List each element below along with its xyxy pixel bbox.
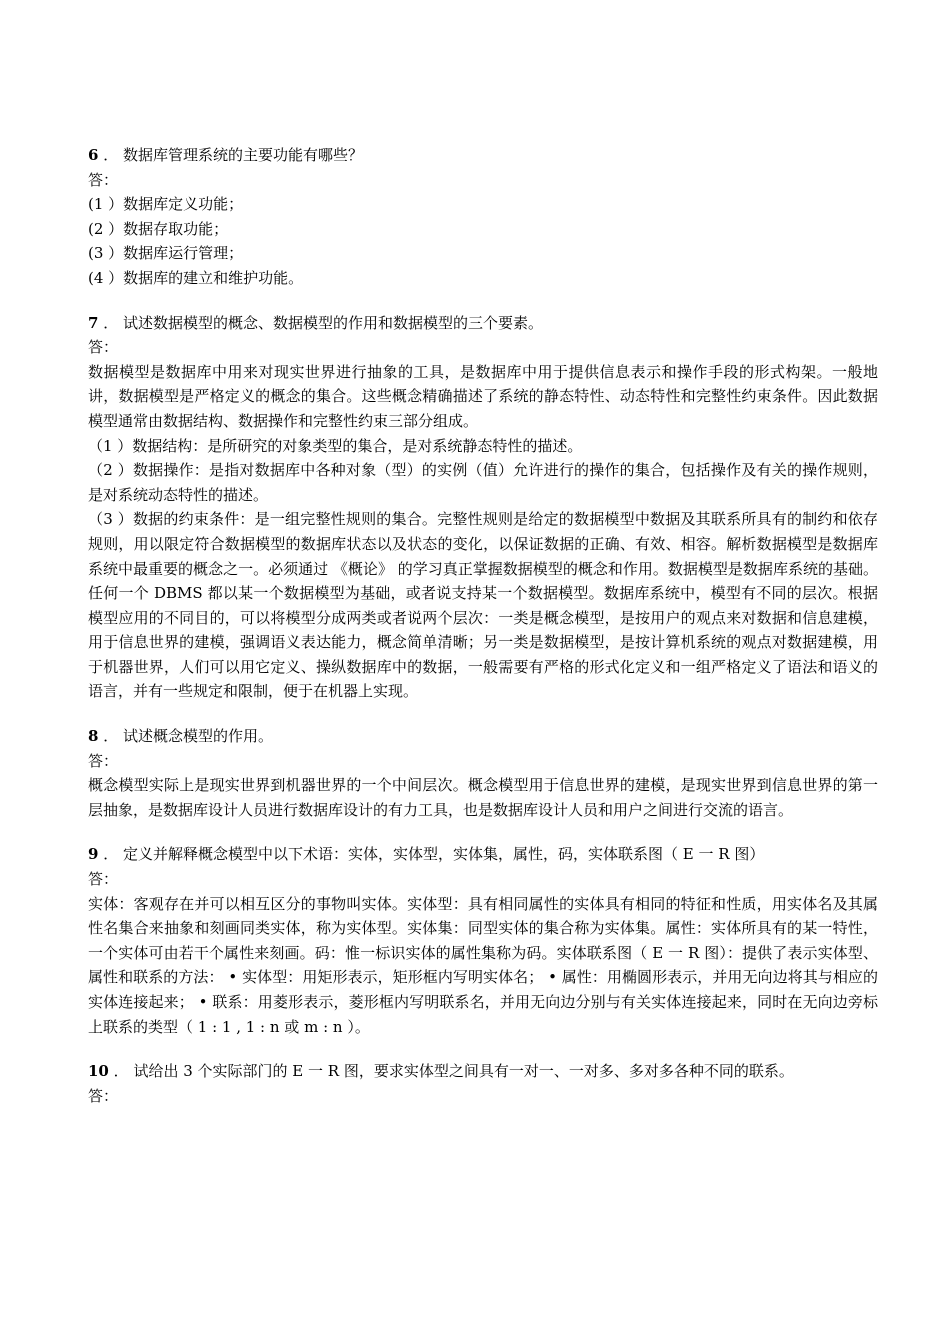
answer-paragraph: （3 ）数据的约束条件：是一组完整性规则的集合。完整性规则是给定的数据模型中数据及其联系所具有的制约和依存规则，用以限定符合数据模型的数据库状态以及状态的变化，以保证数据的正确、有效、相容。解析数据模型是数据库系统中最重要的概念之一。必须通过 《概论》 的学习真正掌握数据模型的概念和作用。数据模型是数据库系统的基础。任何一个 DBMS 都以某一个数据模型为基础，或者说支持某一个数据模型。数据库系统中，模型有不同的层次。根据模型应用的不同目的，可以将模型分成两类或者说两个层次：一类是概念模型，是按用户的观点来对数据和信息建模，用于信息世界的建模，强调语义表达能力，概念简单清晰；另一类是数据模型，是按计算机系统的观点对数据建模，用于机器世界，人们可以用它定义、操纵数据库中的数据，一般需要有严格的形式化定义和一组严格定义了语法和语义的语言，并有一些规定和限制，便于在机器上实现。 [88, 510, 878, 701]
answer-paragraph: 实体：客观存在并可以相互区分的事物叫实体。实体型：具有相同属性的实体具有相同的特征和性质，用实体名及其属性名集合来抽象和刻画同类实体，称为实体型。实体集：同型实体的集合称为实体集。属性：实体所具有的某一特性，一个实体可由若干个属性来刻画。码：惟一标识实体的属性集称为码。实体联系图（ E 一 R 图）：提供了表示实体型、属性和联系的方法： • 实体型：用矩形表示，矩形框内写明实体名； • 属性：用椭圆形表示，并用无向边将其与相应的实体连接起来； • 联系：用菱形表示，菱形框内写明联系名，并用无向边分别与有关实体连接起来，同时在无向边旁标上联系的类型（ 1 : 1 , 1 : n 或 m : n ）。 [88, 894, 878, 1036]
question-8 [88, 724, 878, 822]
question-heading [88, 724, 878, 749]
question-heading [88, 143, 878, 168]
question-title: 数据库管理系统的主要功能有哪些？ [123, 146, 364, 164]
question-number: 10 [88, 1062, 109, 1081]
answer-paragraph: （1 ）数据结构：是所研究的对象类型的集合，是对系统静态特性的描述。 [88, 436, 583, 455]
answer-label: 答： [88, 870, 119, 889]
answer-label: 答： [88, 170, 119, 189]
list-item: (4 ）数据库的建立和维护功能。 [88, 268, 304, 287]
list-item: (1 ）数据库定义功能； [88, 195, 244, 214]
question-number: 9 [88, 845, 99, 864]
question-separator: ． [103, 313, 119, 332]
question-separator: ． [103, 727, 119, 746]
question-title: 定义并解释概念模型中以下术语：实体，实体型，实体集，属性，码，实体联系图（ E 一 R 图） [123, 845, 765, 864]
answer-label: 答： [88, 338, 119, 357]
question-separator: ． [103, 845, 119, 864]
question-separator: ． [103, 146, 119, 164]
list-item: (2 ）数据存取功能； [88, 219, 229, 238]
answer-paragraph: 概念模型实际上是现实世界到机器世界的一个中间层次。概念模型用于信息世界的建模，是现实世界到信息世界的第一层抽象，是数据库设计人员进行数据库设计的有力工具，也是数据库设计人员和用户之间进行交流的语言。 [88, 776, 878, 819]
question-number: 8 [88, 727, 99, 746]
question-9 [88, 842, 878, 1039]
question-7 [88, 311, 878, 705]
question-heading [88, 842, 878, 867]
list-item: (3 ）数据库运行管理； [88, 244, 244, 263]
question-heading [88, 311, 878, 336]
answer-paragraph: 数据模型是数据库中用来对现实世界进行抽象的工具，是数据库中用于提供信息表示和操作手段的形式构架。一般地讲，数据模型是严格定义的概念的集合。这些概念精确描述了系统的静态特性、动态特性和完整性约束条件。因此数据模型通常由数据结构、数据操作和完整性约束三部分组成。 [88, 362, 878, 430]
answer-paragraph: （2 ）数据操作：是指对数据库中各种对象（型）的实例（值）允许进行的操作的集合，包括操作及有关的操作规则，是对系统动态特性的描述。 [88, 461, 878, 504]
question-heading [88, 1059, 878, 1084]
question-separator: ． [113, 1062, 129, 1081]
question-number: 6 [88, 146, 99, 164]
question-title: 试述概念模型的作用。 [123, 727, 274, 746]
question-10 [88, 1059, 878, 1108]
answer-label: 答： [88, 751, 119, 770]
question-title: 试给出 3 个实际部门的 E 一 R 图，要求实体型之间具有一对一、一对多、多对多各种不同的联系。 [133, 1062, 794, 1081]
question-number: 7 [88, 313, 99, 332]
answer-label: 答： [88, 1086, 119, 1105]
question-title: 试述数据模型的概念、数据模型的作用和数据模型的三个要素。 [123, 313, 544, 332]
question-6 [88, 143, 878, 291]
document-page [88, 143, 878, 1108]
